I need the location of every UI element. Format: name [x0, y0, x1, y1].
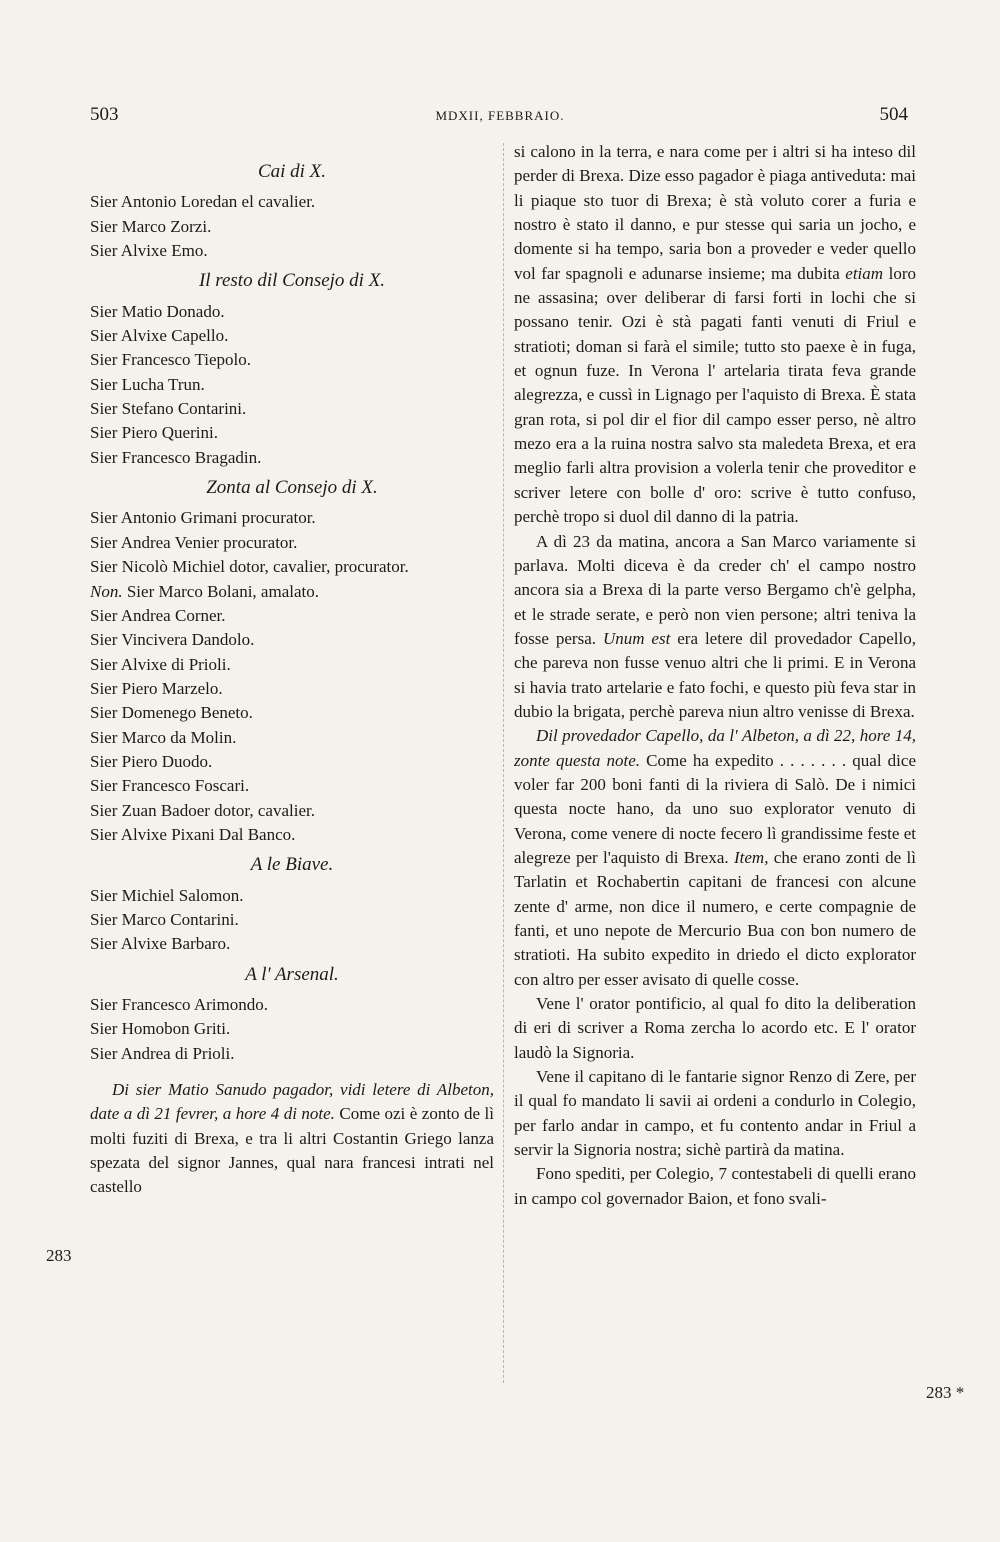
list-item: Sier Francesco Foscari.	[90, 776, 250, 796]
right-column	[514, 140, 916, 1211]
paragraph	[514, 530, 916, 725]
name-list	[90, 190, 494, 263]
margin-number-left: 283	[46, 1246, 72, 1265]
list-item	[90, 580, 494, 604]
list-item: Sier Michiel Salomon.	[90, 885, 244, 905]
list-item: Sier Alvixe Emo.	[90, 241, 208, 261]
list-item: Sier Andrea di Prioli.	[90, 1043, 235, 1063]
paragraph: Fono spediti, per Colegio, 7 contestabeli di quelli erano in campo col governador Baion, et fono svali-	[514, 1164, 916, 1208]
list-item: Sier Alvixe Capello.	[90, 326, 229, 346]
page-header	[0, 104, 1000, 134]
margin-number-right: 283 *	[926, 1383, 965, 1402]
list-item: Sier Andrea Corner.	[90, 605, 226, 625]
paragraph	[514, 140, 916, 530]
list-item: Sier Alvixe Pixani Dal Banco.	[90, 824, 296, 844]
non-label: Non.	[90, 581, 123, 601]
name-list	[90, 300, 494, 470]
paragraph-emphasis: Unum est	[602, 628, 671, 648]
paragraph-text: che erano zonti de lì Tarlatin et Rochabertin capitani de francesi con alcune zente d' arme, non dice il numero, e certe compagnie de fanti, et uno nepote de Mercurio Bua con bon numero de stratioti. Ha subito expedito in driedo el dicto explorator con altro per esser avisato di quelle cosse.	[514, 847, 917, 989]
list-item: Sier Alvixe di Prioli.	[90, 654, 231, 674]
list-item: Sier Lucha Trun.	[90, 374, 205, 394]
paragraph-lead: Di sier Matio Sanudo pagador, vidi letere di Albeton, date a dì 21 fevrer, a hore 4 di note.	[90, 1080, 494, 1124]
paragraph-text: Come ozi è zonto de lì molti fuziti di Brexa, e tra li altri Costantin Griego lanza spezata del signor Jannes, qual nara francesi intrati nel castello	[90, 1104, 494, 1197]
list-item: Sier Francesco Tiepolo.	[90, 350, 252, 370]
list-item: Sier Zuan Badoer dotor, cavalier.	[90, 800, 315, 820]
list-item: Sier Homobon Griti.	[90, 1019, 231, 1039]
list-item: Sier Marco da Molin.	[90, 727, 237, 747]
list-item: Sier Antonio Loredan el cavalier.	[90, 192, 316, 212]
paragraph-lead: Dil provedador Capello, da l' Albeton, a dì 22, hore 14, zonte questa note.	[514, 726, 916, 770]
running-title: MDXII, FEBBRAIO.	[435, 108, 565, 123]
paragraph: Vene il capitano di le fantarie signor Renzo di Zere, per il qual fo mandato li savii ai ordeni a condurlo in Colegio, per farlo andar in campo, et fu contento andar in Friul a servir la Signoria nostra; sichè partirà da matina.	[514, 1067, 916, 1160]
page-number-right: 504	[879, 104, 908, 125]
paragraph-text: A dì 23 da matina, ancora a San Marco variamente si parlava. Molti diceva è da creder ch' el campo nostro ancora sia a Brexa di la parte verso Bergamo ch'è gelpha, et le strade serate, e però non vien persone; altri teniva la fosse persa.	[514, 531, 916, 648]
section-heading: Il resto dil Consejo di X.	[198, 270, 386, 292]
paragraph: Vene l' orator pontificio, al qual fo dito la deliberation di eri di scriver a Roma zercha lo acordo etc. E l' orator laudò la Signoria.	[514, 994, 916, 1062]
name-list	[90, 506, 494, 847]
section-heading: Zonta al Consejo di X.	[206, 477, 378, 499]
name-list	[90, 884, 494, 957]
list-item: Sier Matio Donado.	[90, 301, 225, 321]
list-item: Sier Alvixe Barbaro.	[90, 934, 231, 954]
column-divider	[503, 143, 504, 1383]
paragraph	[514, 724, 916, 992]
paragraph-text: Come ha expedito . . . . . . . qual dice voler far 200 boni fanti di la riviera di Salò. De i nimici questa nocte hano, da uno suo explorator venuto di Verona, come venere di nocte fecero lì grandissime feste et alegreze per l'aquisto di Brexa.	[514, 750, 916, 867]
paragraph-text: era letere dil provedador Capello, che pareva non fusse venuo altri che li primi. E in Verona si havia trato artelarie e fato fochi, e questo più feva star in dubio la brigata, perchè pareva niun altro venisse di Brexa.	[514, 628, 916, 721]
paragraph	[90, 1078, 494, 1200]
list-item: Sier Francesco Bragadin.	[90, 447, 262, 467]
list-item: Sier Marco Zorzi.	[90, 216, 212, 236]
section-heading: Cai di X.	[257, 161, 327, 182]
list-item: Sier Vincivera Dandolo.	[90, 630, 255, 650]
list-item: Sier Piero Querini.	[90, 423, 218, 443]
paragraph-emphasis: etiam	[845, 263, 884, 283]
list-item: Sier Marco Contarini.	[90, 909, 239, 929]
paragraph-emphasis: Item,	[734, 847, 769, 867]
paragraph-text: si calono in la terra, e nara come per i altri si ha inteso dil perder di Brexa. Dize esso pagador è piaga antiveduta: mai li piaque sto tuor di Brexa; è stà voluto corer a furia e nostro è stato il danno, e pur stesse qui saria un jocho, e domente si ha tempo, saria bon a proveder e veder quello vol far spagnoli e adunarse insieme; ma dubita	[514, 142, 916, 283]
list-item: Sier Nicolò Michiel dotor, cavalier, procurator.	[90, 557, 409, 577]
section-heading: A le Biave.	[250, 854, 334, 876]
name-list	[90, 993, 494, 1066]
paragraph-text: loro ne assasina; over deliberar di farsi forti in lochi che si possano tenir. Ozi è stà pagati fanti venuti di Friul e stratioti; doman si farà el simile; tutto sto paexe è in fuga, et ognun fuze. In Verona l' artelaria tirata feva grande alegrezza, e cussì in Lignago per l'aquisto di Brexa. È stata gran rota, si pol dir el fior dil campo esser perso, nè altro mezo era a la ruina nostra salvo sta maledeta Brexa, et era meglio farli altra provision a volerla tenir che proveditor e scriver letere con bolle d' oro: scrive è tutto confuso, perchè tropo si duol dil danno di la patria.	[514, 263, 916, 527]
list-item: Sier Francesco Arimondo.	[90, 995, 268, 1014]
list-item: Sier Antonio Grimani procurator.	[90, 508, 316, 528]
left-column	[90, 140, 494, 1200]
list-item: Sier Andrea Venier procurator.	[90, 532, 298, 552]
list-item: Sier Domenego Beneto.	[90, 703, 253, 723]
list-item: Sier Piero Marzelo.	[90, 678, 223, 698]
page-number-left: 503	[90, 104, 119, 125]
list-item: Sier Stefano Contarini.	[90, 399, 247, 419]
section-heading: A l' Arsenal.	[245, 963, 339, 985]
non-text: Sier Marco Bolani, amalato.	[122, 581, 319, 601]
list-item: Sier Piero Duodo.	[90, 751, 213, 771]
